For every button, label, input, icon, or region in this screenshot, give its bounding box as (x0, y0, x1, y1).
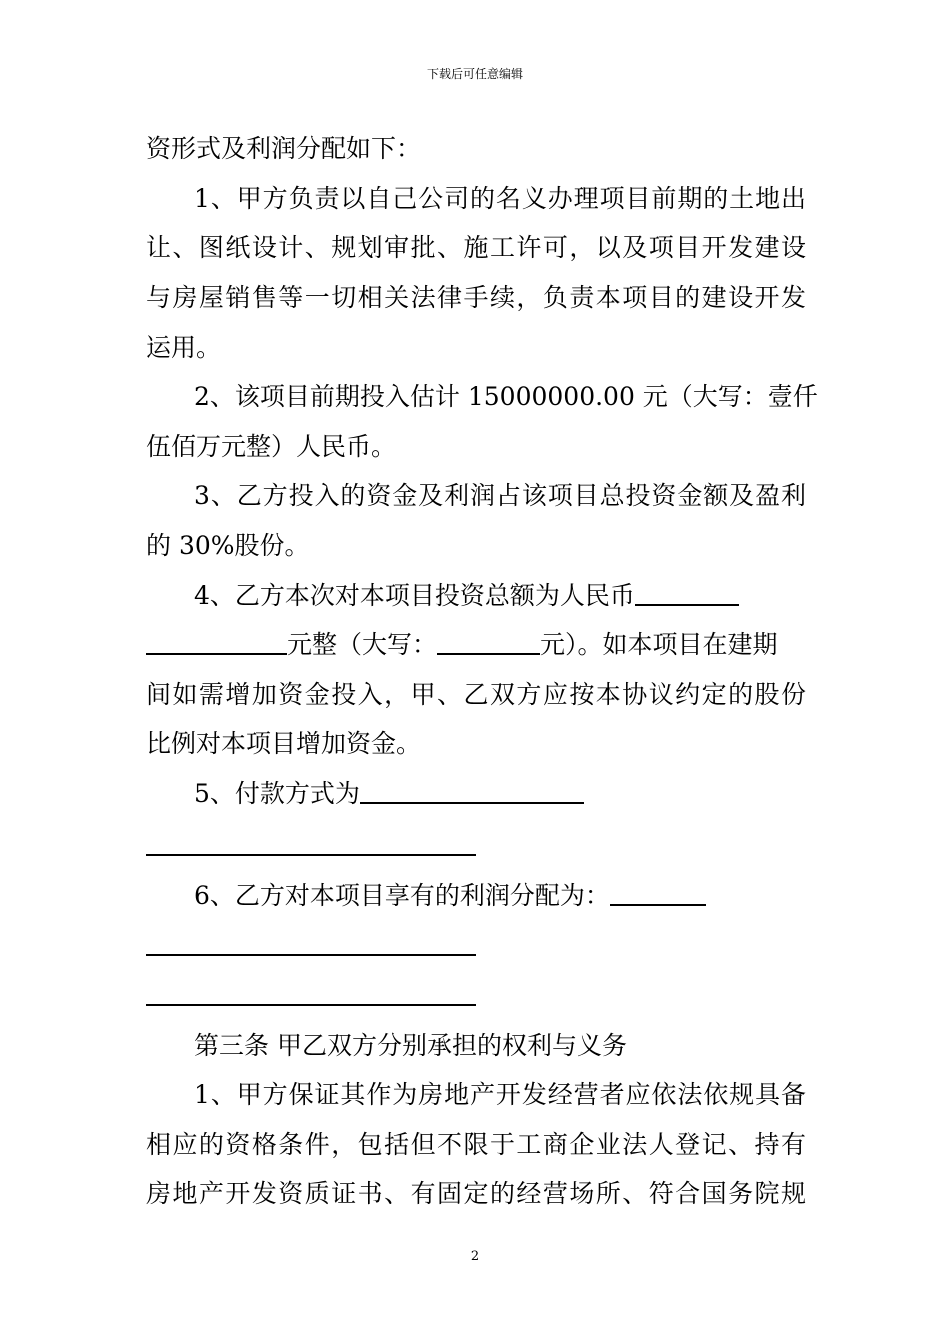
clause-4-text: 元整（大写： (287, 630, 438, 659)
clause-1-line: 运用。 (146, 333, 222, 362)
amount-uppercase-blank (437, 629, 540, 655)
payment-method-blank-continued (146, 854, 476, 856)
profit-distribution-blank-continued (146, 954, 476, 956)
clause-4-line: 间如需增加资金投入，甲、乙双方应按本协议约定的股份 (146, 680, 806, 709)
clause-4-line: 比例对本项目增加资金。 (146, 729, 422, 758)
article-3-heading: 第三条 甲乙双方分别承担的权利与义务 (194, 1031, 627, 1060)
article-3-line: 1、甲方保证其作为房地产开发经营者应依法依规具备 (194, 1080, 806, 1109)
clause-4-text: 4、乙方本次对本项目投资总额为人民币 (194, 581, 635, 610)
clause-5-line (194, 774, 584, 814)
amount-blank (635, 580, 739, 606)
clause-3-line: 的 30%股份。 (146, 531, 310, 560)
paragraph-line: 资形式及利润分配如下： (146, 134, 422, 163)
clause-3-line: 3、乙方投入的资金及利润占该项目总投资金额及盈利 (194, 481, 806, 510)
clause-1-line: 与房屋销售等一切相关法律手续，负责本项目的建设开发 (146, 283, 806, 312)
clause-1-line: 让、图纸设计、规划审批、施工许可，以及项目开发建设 (146, 233, 806, 262)
clause-4-line (194, 576, 739, 616)
page-number: 2 (470, 1249, 480, 1264)
clause-4-text: 元）。如本项目在建期 (540, 630, 778, 659)
clause-5-text: 5、付款方式为 (194, 779, 360, 808)
clause-2-line: 2、该项目前期投入估计 15000000.00 元（大写：壹仟 (194, 382, 818, 411)
article-3-line: 房地产开发资质证书、有固定的经营场所、符合国务院规 (146, 1179, 806, 1208)
profit-distribution-blank (610, 880, 706, 906)
amount-blank (146, 629, 287, 655)
page-header: 下载后可任意编辑 (426, 67, 523, 81)
clause-4-line (146, 625, 778, 665)
clause-2-line: 伍佰万元整）人民币。 (146, 432, 397, 461)
clause-6-text: 6、乙方对本项目享有的利润分配为： (194, 881, 610, 910)
profit-distribution-blank-continued (146, 1004, 476, 1006)
clause-6-line (194, 876, 706, 916)
payment-method-blank (360, 778, 584, 804)
clause-1-line: 1、甲方负责以自己公司的名义办理项目前期的土地出 (194, 184, 806, 213)
article-3-line: 相应的资格条件，包括但不限于工商企业法人登记、持有 (146, 1130, 806, 1159)
